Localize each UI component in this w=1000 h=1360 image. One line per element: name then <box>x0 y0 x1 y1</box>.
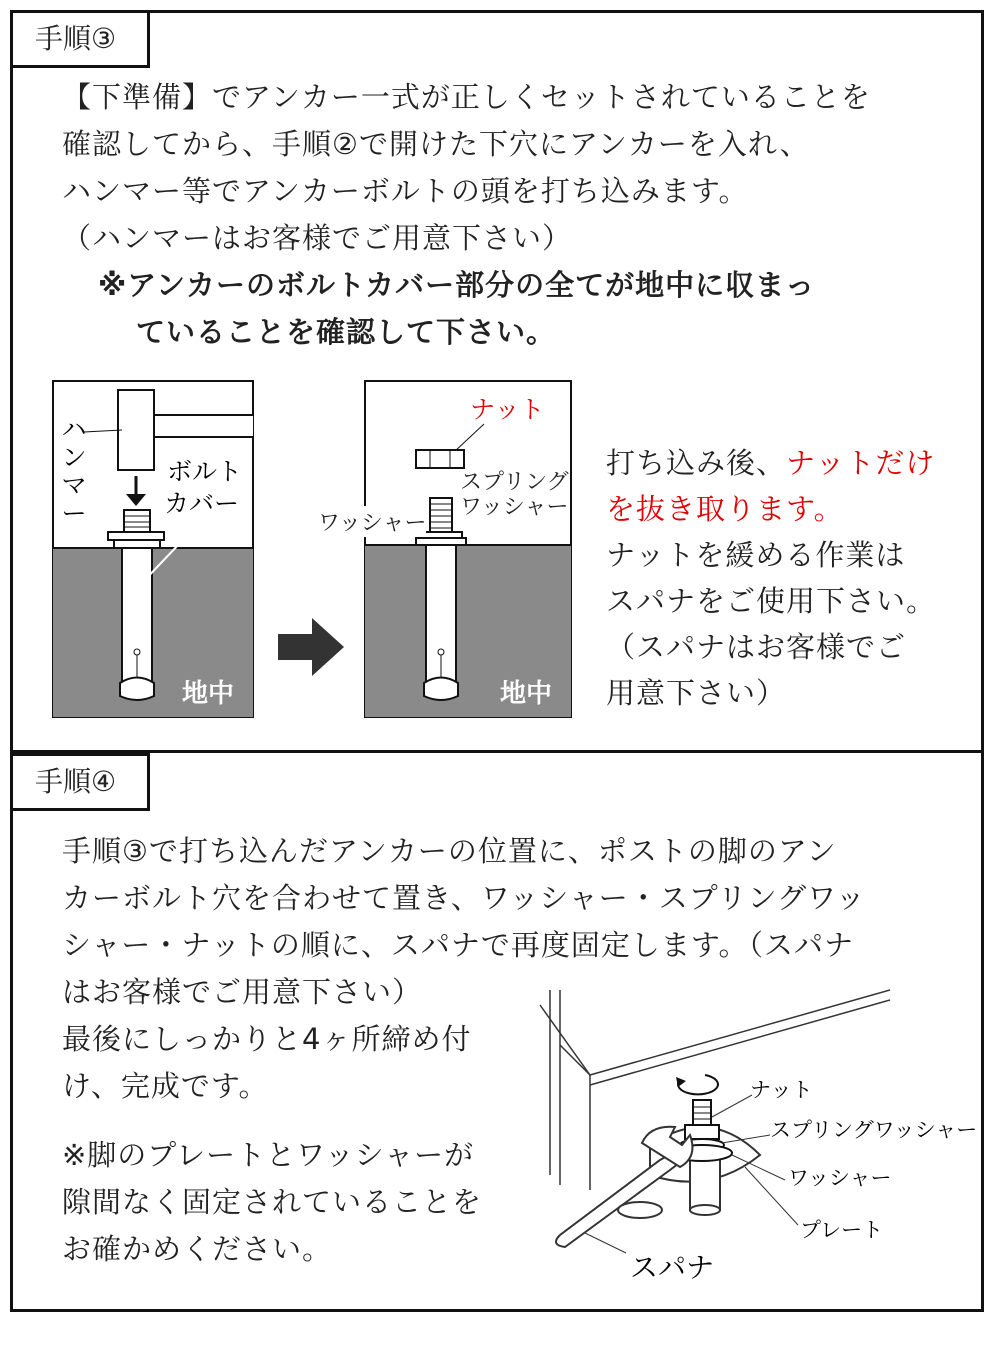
side-note-line: スパナをご使用下さい。 <box>606 584 937 618</box>
hammer-handle <box>154 415 254 437</box>
figure-nut-removed <box>364 380 572 718</box>
side-note-line: 用意下さい） <box>606 676 787 710</box>
figure-post-leg-spanner <box>530 985 980 1290</box>
step3-note <box>98 262 815 356</box>
step3-line: （ハンマーはお客様でご用意下さい） <box>62 221 573 255</box>
step4-line: カーボルト穴を合わせて置き、ワッシャー・スプリングワッ <box>62 881 866 915</box>
plate-label: プレート <box>800 1218 884 1242</box>
washer-label: ワッシャー <box>318 506 426 537</box>
step4-tab: 手順④ <box>10 753 150 811</box>
hammer-head <box>118 390 154 470</box>
side-note-line: （スパナはお客様でご <box>606 630 907 664</box>
figure-hammer-anchor <box>52 380 254 718</box>
step4-line: シャー・ナットの順に、スパナで再度固定します。（スパナ <box>62 928 855 962</box>
step4-line: 手順③で打ち込んだアンカーの位置に、ポストの脚のアン <box>62 834 837 868</box>
step3-line: ハンマー等でアンカーボルトの頭を打ち込みます。 <box>62 174 749 208</box>
nut <box>416 450 464 468</box>
step3-note-line: ※アンカーのボルトカバー部分の全てが地中に収まっ <box>98 268 816 302</box>
side-note-red: を抜き取ります。 <box>606 492 844 526</box>
side-note-text: 打ち込み後、 <box>606 446 787 480</box>
step4-note-line: 隙間なく固定されていることを <box>62 1185 483 1219</box>
side-note-red: ナットだけ <box>786 446 936 480</box>
spanner-label: スパナ <box>630 1251 715 1284</box>
step4-line: 最後にしっかりと4ヶ所締め付 <box>62 1022 472 1056</box>
step4-line: け、完成です。 <box>62 1069 269 1103</box>
step4-note-line: ※脚のプレートとワッシャーが <box>62 1138 475 1172</box>
section-divider <box>10 750 984 753</box>
step3-note-line: ていることを確認して下さい。 <box>136 315 557 349</box>
hammer-label: ハンマー <box>61 415 87 528</box>
step3-line: 【下準備】でアンカー一式が正しくセットされていることを <box>62 80 871 114</box>
nut-label: ナット <box>470 395 545 424</box>
washer-label: ワッシャー <box>788 1166 892 1190</box>
step4-note <box>62 1132 482 1273</box>
step3-side-note <box>606 440 936 716</box>
step3-line: 確認してから、手順②で開けた下穴にアンカーを入れ、 <box>62 127 810 161</box>
bolt-cover-label: ボルトカバー <box>164 457 243 518</box>
right-arrow-icon <box>278 618 344 676</box>
spring-washer-label: スプリングワッシャー <box>770 1118 978 1142</box>
side-note-line: ナットを緩める作業は <box>606 538 906 572</box>
rotate-icon <box>678 1075 718 1094</box>
spring-washer-label: スプリング ワッシャー <box>460 470 569 520</box>
step4-line: はお客様でご用意下さい） <box>62 975 423 1009</box>
ground-label: 地中 <box>500 679 553 709</box>
step3-tab: 手順③ <box>10 10 150 68</box>
ground-label: 地中 <box>182 679 235 709</box>
step3-text <box>62 74 871 262</box>
nut-label: ナット <box>750 1078 813 1102</box>
step4-note-line: お確かめください。 <box>62 1232 333 1266</box>
